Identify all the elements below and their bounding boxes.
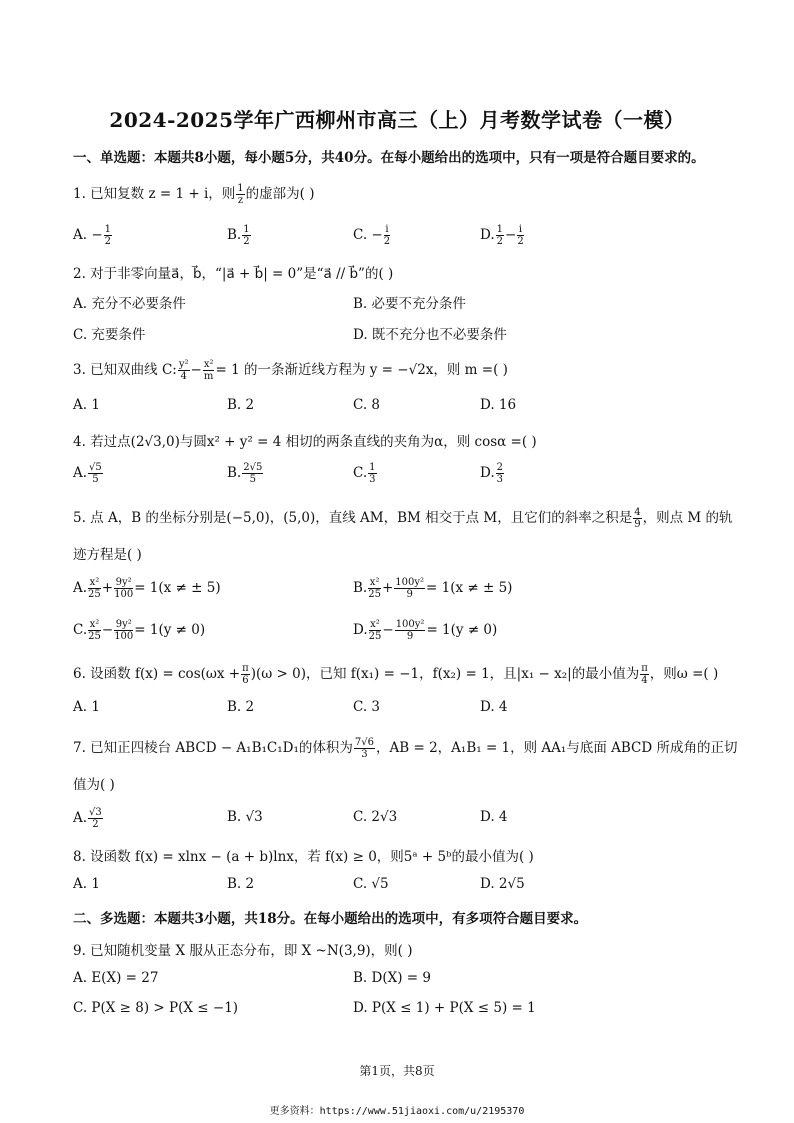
question-8: 8. 设函数 f(x) = xlnx − (a + b)lnx，若 f(x) ≥ 0，则5ᵃ + 5ᵇ的最小值为( ) [73,849,534,865]
q5-option-c[interactable]: C. $\frac{\text{x²}}{25}$ − $\frac{\text{9y²}}{100}$ = 1(y ≠ 0) [73,619,206,642]
question-7-line-2: 值为( ) [73,777,115,793]
q2-option-c[interactable]: C. 充要条件 [73,327,146,343]
section-single-choice: 一、单选题：本题共8小题，每小题5分，共40分。在每小题给出的选项中，只有一项是符合题目要求的。 [73,150,705,166]
q7-option-a[interactable]: A. $\frac{√3}{2}$ [73,807,102,830]
q3-option-d[interactable]: D. 16 [480,397,517,413]
q3-option-c[interactable]: C. 8 [353,397,381,413]
q6-option-a[interactable]: A. 1 [73,699,100,715]
q1-option-c[interactable]: C. − $\frac{i}{2}$ [353,224,391,247]
q1-option-b[interactable]: B. $\frac{1}{2}$ [227,224,250,247]
question-2: 2. 对于非零向量a⃗，b⃗，“|a⃗ + b⃗| = 0”是“a⃗ // b⃗”的( ) [73,266,394,282]
q3-option-b[interactable]: B. 2 [227,397,255,413]
q2-option-a[interactable]: A. 充分不必要条件 [73,296,186,312]
question-4: 4. 若过点(2√3,0)与圆x² + y² = 4 相切的两条直线的夹角为α，则 cosα =( ) [73,434,537,450]
q7-option-b[interactable]: B. √3 [227,809,263,825]
q8-option-d[interactable]: D. 2√5 [480,876,525,892]
question-5: 5. 点 A，B 的坐标分别是(−5,0)，(5,0)，直线 AM，BM 相交于点 M，且它们的斜率之积是 $\frac{4}{9}$ ，则点 M 的轨 [73,507,733,530]
q4-option-b[interactable]: B. $\frac{2√5}{5}$ [227,462,263,485]
resource-link[interactable]: 更多资料：https://www.51jiaoxi.com/u/2195370 [269,1106,525,1117]
q4-option-d[interactable]: D. $\frac{2}{3}$ [480,462,504,485]
q1-option-a[interactable]: A. − $\frac{1}{2}$ [73,224,112,247]
q4-option-c[interactable]: C. $\frac{1}{3}$ [353,462,376,485]
question-6: 6. 设函数 f(x) = cos(ωx + $\frac{\pi}{6}$ )(ω > 0)，已知 f(x₁) = −1，f(x₂) = 1，且|x₁ − x₂|的最小值为 $\frac{\pi}{4}$ ，则ω =( ) [73,663,719,686]
q7-option-c[interactable]: C. 2√3 [353,809,398,825]
q8-option-a[interactable]: A. 1 [73,876,100,892]
section-multiple-choice: 二、多选题：本题共3小题，共18分。在每小题给出的选项中，有多项符合题目要求。 [73,911,588,927]
q9-option-d[interactable]: D. P(X ≤ 1) + P(X ≤ 5) = 1 [353,1000,536,1016]
q9-option-b[interactable]: B. D(X) = 9 [353,970,431,986]
question-3: 3. 已知双曲线 C: $\frac{\text{y²}}{4}$ − $\frac{\text{x²}}{m}$ = 1 的一条渐近线方程为 y = −√2x，则 m =( ) [73,359,508,382]
q8-option-c[interactable]: C. √5 [353,876,389,892]
q1-option-d[interactable]: D. $\frac{1}{2}$ − $\frac{i}{2}$ [480,224,524,247]
q9-option-a[interactable]: A. E(X) = 27 [73,970,159,986]
q2-option-d[interactable]: D. 既不充分也不必要条件 [353,327,507,343]
q4-option-a[interactable]: A. $\frac{√5}{5}$ [73,462,102,485]
question-1: 1. 已知复数 z = 1 + i，则 $\frac{1}{z}$ 的虚部为( ) [73,183,315,206]
page-title: 2024-2025学年广西柳州市高三（上）月考数学试卷（一模） [109,108,685,132]
q6-option-c[interactable]: C. 3 [353,699,381,715]
q2-option-b[interactable]: B. 必要不充分条件 [353,296,467,312]
question-9: 9. 已知随机变量 X 服从正态分布，即 X ~N(3,9)，则( ) [73,943,413,959]
question-7: 7. 已知正四棱台 ABCD − A₁B₁C₁D₁的体积为 $\frac{7√6}{3}$ ，AB = 2，A₁B₁ = 1，则 AA₁与底面 ABCD 所成角的正切 [73,737,738,760]
page-footer: 第1页，共8页 [359,1064,435,1078]
q9-option-c[interactable]: C. P(X ≥ 8) > P(X ≤ −1) [73,1000,239,1016]
q5-option-a[interactable]: A. $\frac{\text{x²}}{25}$ + $\frac{\text{9y²}}{100}$ = 1(x ≠ ± 5) [73,577,221,600]
question-5-line-2: 迹方程是( ) [73,547,142,563]
q5-option-b[interactable]: B. $\frac{\text{x²}}{25}$ + $\frac{\text{100y²}}{9}$ = 1(x ≠ ± 5) [353,577,513,600]
q6-option-b[interactable]: B. 2 [227,699,255,715]
q3-option-a[interactable]: A. 1 [73,397,100,413]
q5-option-d[interactable]: D. $\frac{\text{x²}}{25}$ − $\frac{\text{100y²}}{9}$ = 1(y ≠ 0) [353,619,498,642]
q8-option-b[interactable]: B. 2 [227,876,255,892]
q7-option-d[interactable]: D. 4 [480,809,508,825]
q6-option-d[interactable]: D. 4 [480,699,508,715]
